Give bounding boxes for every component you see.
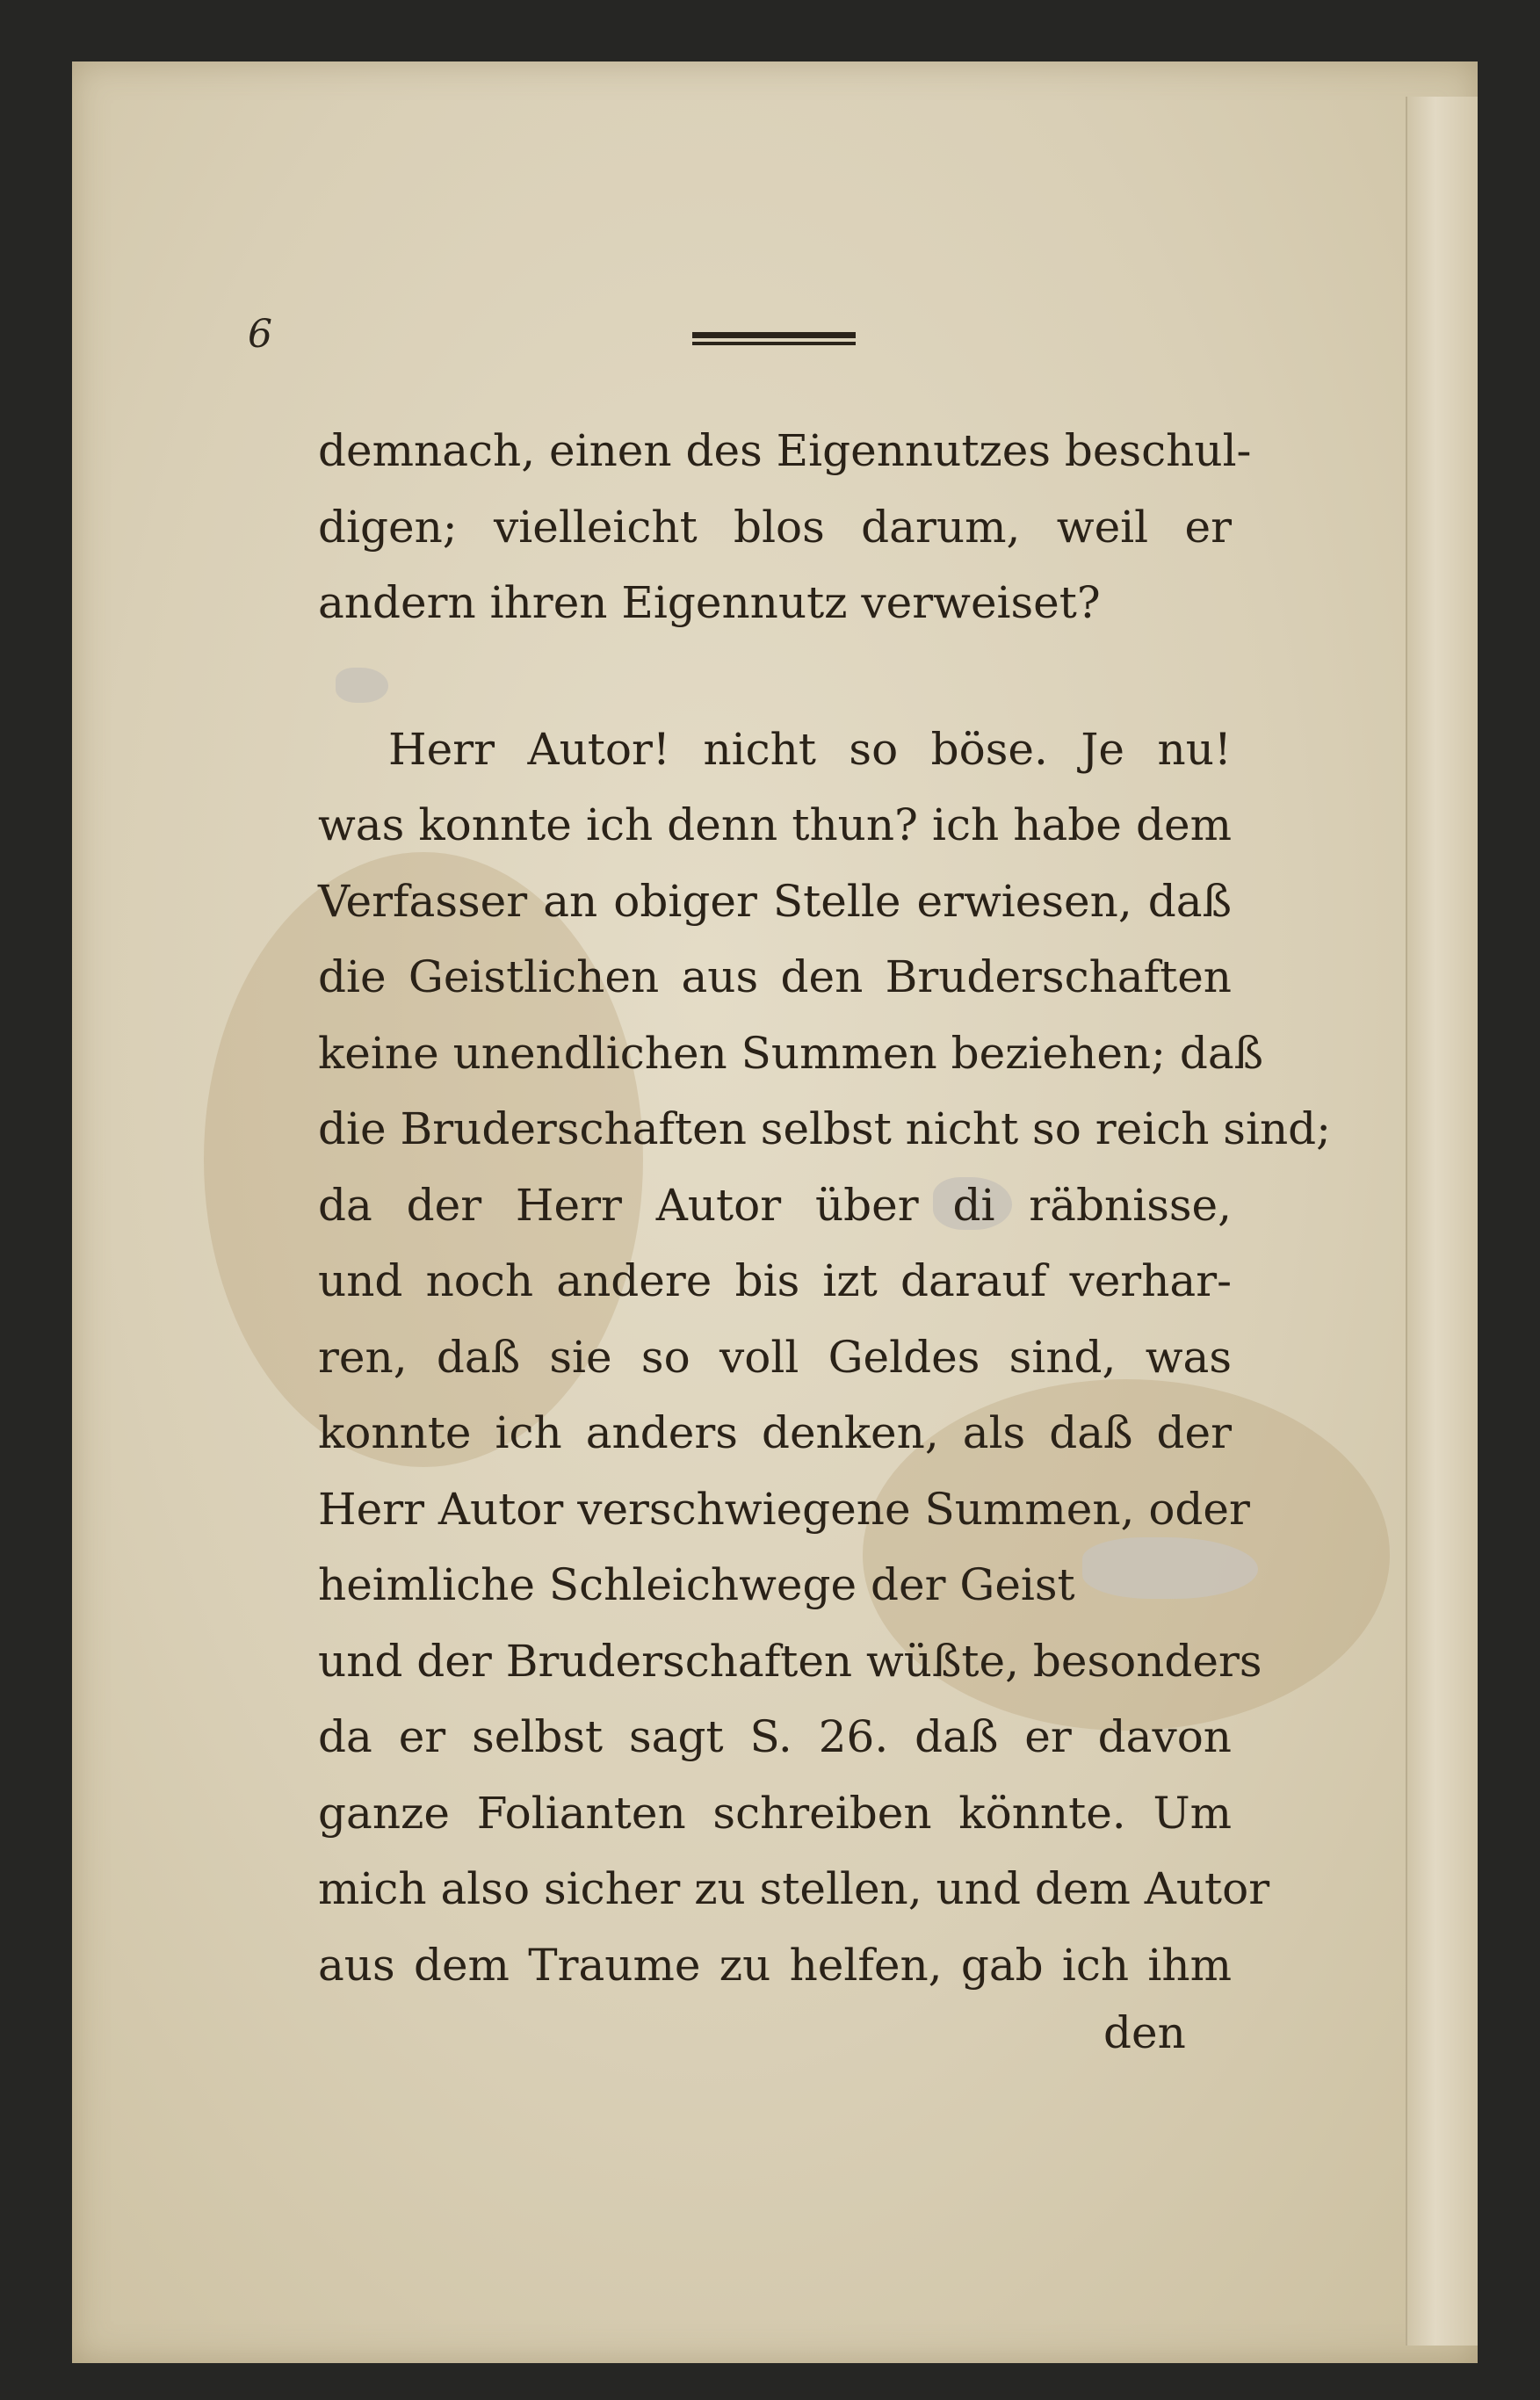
text-line: da der Herr Autor über di räbnisse, [318,1179,1232,1231]
text-line: keine unendlichen Summen beziehen; daß [318,1027,1264,1079]
text-line: Herr Autor verschwiegene Summen, oder [318,1483,1250,1535]
text-line: die Bruderschaften selbst nicht so reich sind; [318,1103,1332,1154]
text-line: mich also sicher zu stellen, und dem Autor [318,1863,1270,1914]
text-line: andern ihren Eigennutz verweiset? [318,577,1101,628]
text-line: Verfasser an obiger Stelle erwiesen, daß [318,875,1232,927]
text-line: aus dem Traume zu helfen, gab ich ihm [318,1939,1232,1991]
text-line: ganze Folianten schreiben könnte. Um [318,1787,1232,1839]
text-line: heimliche Schleichwege der Geist [318,1559,1075,1610]
text-line: und noch andere bis izt darauf verhar- [318,1255,1232,1306]
text-line: ren, daß sie so voll Geldes sind, was [318,1331,1232,1383]
catchword: den [1103,2007,1186,2058]
header-rule [692,332,856,351]
text-line: digen; vielleicht blos darum, weil er [318,501,1232,553]
page-number: 6 [248,312,272,357]
text-line: konnte ich anders denken, als daß der [318,1407,1232,1458]
rule-bar [692,342,856,345]
text-line: demnach, einen des Eigennutzes beschul- [318,425,1252,476]
text-line: was konnte ich denn thun? ich habe dem [318,799,1232,850]
text-line: die Geistlichen aus den Bruderschaften [318,951,1232,1002]
text-line: und der Bruderschaften wüßte, besonders [318,1635,1262,1687]
facing-page-edge [1406,97,1478,2346]
text-line: da er selbst sagt S. 26. daß er davon [318,1711,1232,1762]
text-line: Herr Autor! nicht so böse. Je nu! [388,723,1232,775]
rule-bar [692,332,856,338]
body-text [318,413,1332,2003]
